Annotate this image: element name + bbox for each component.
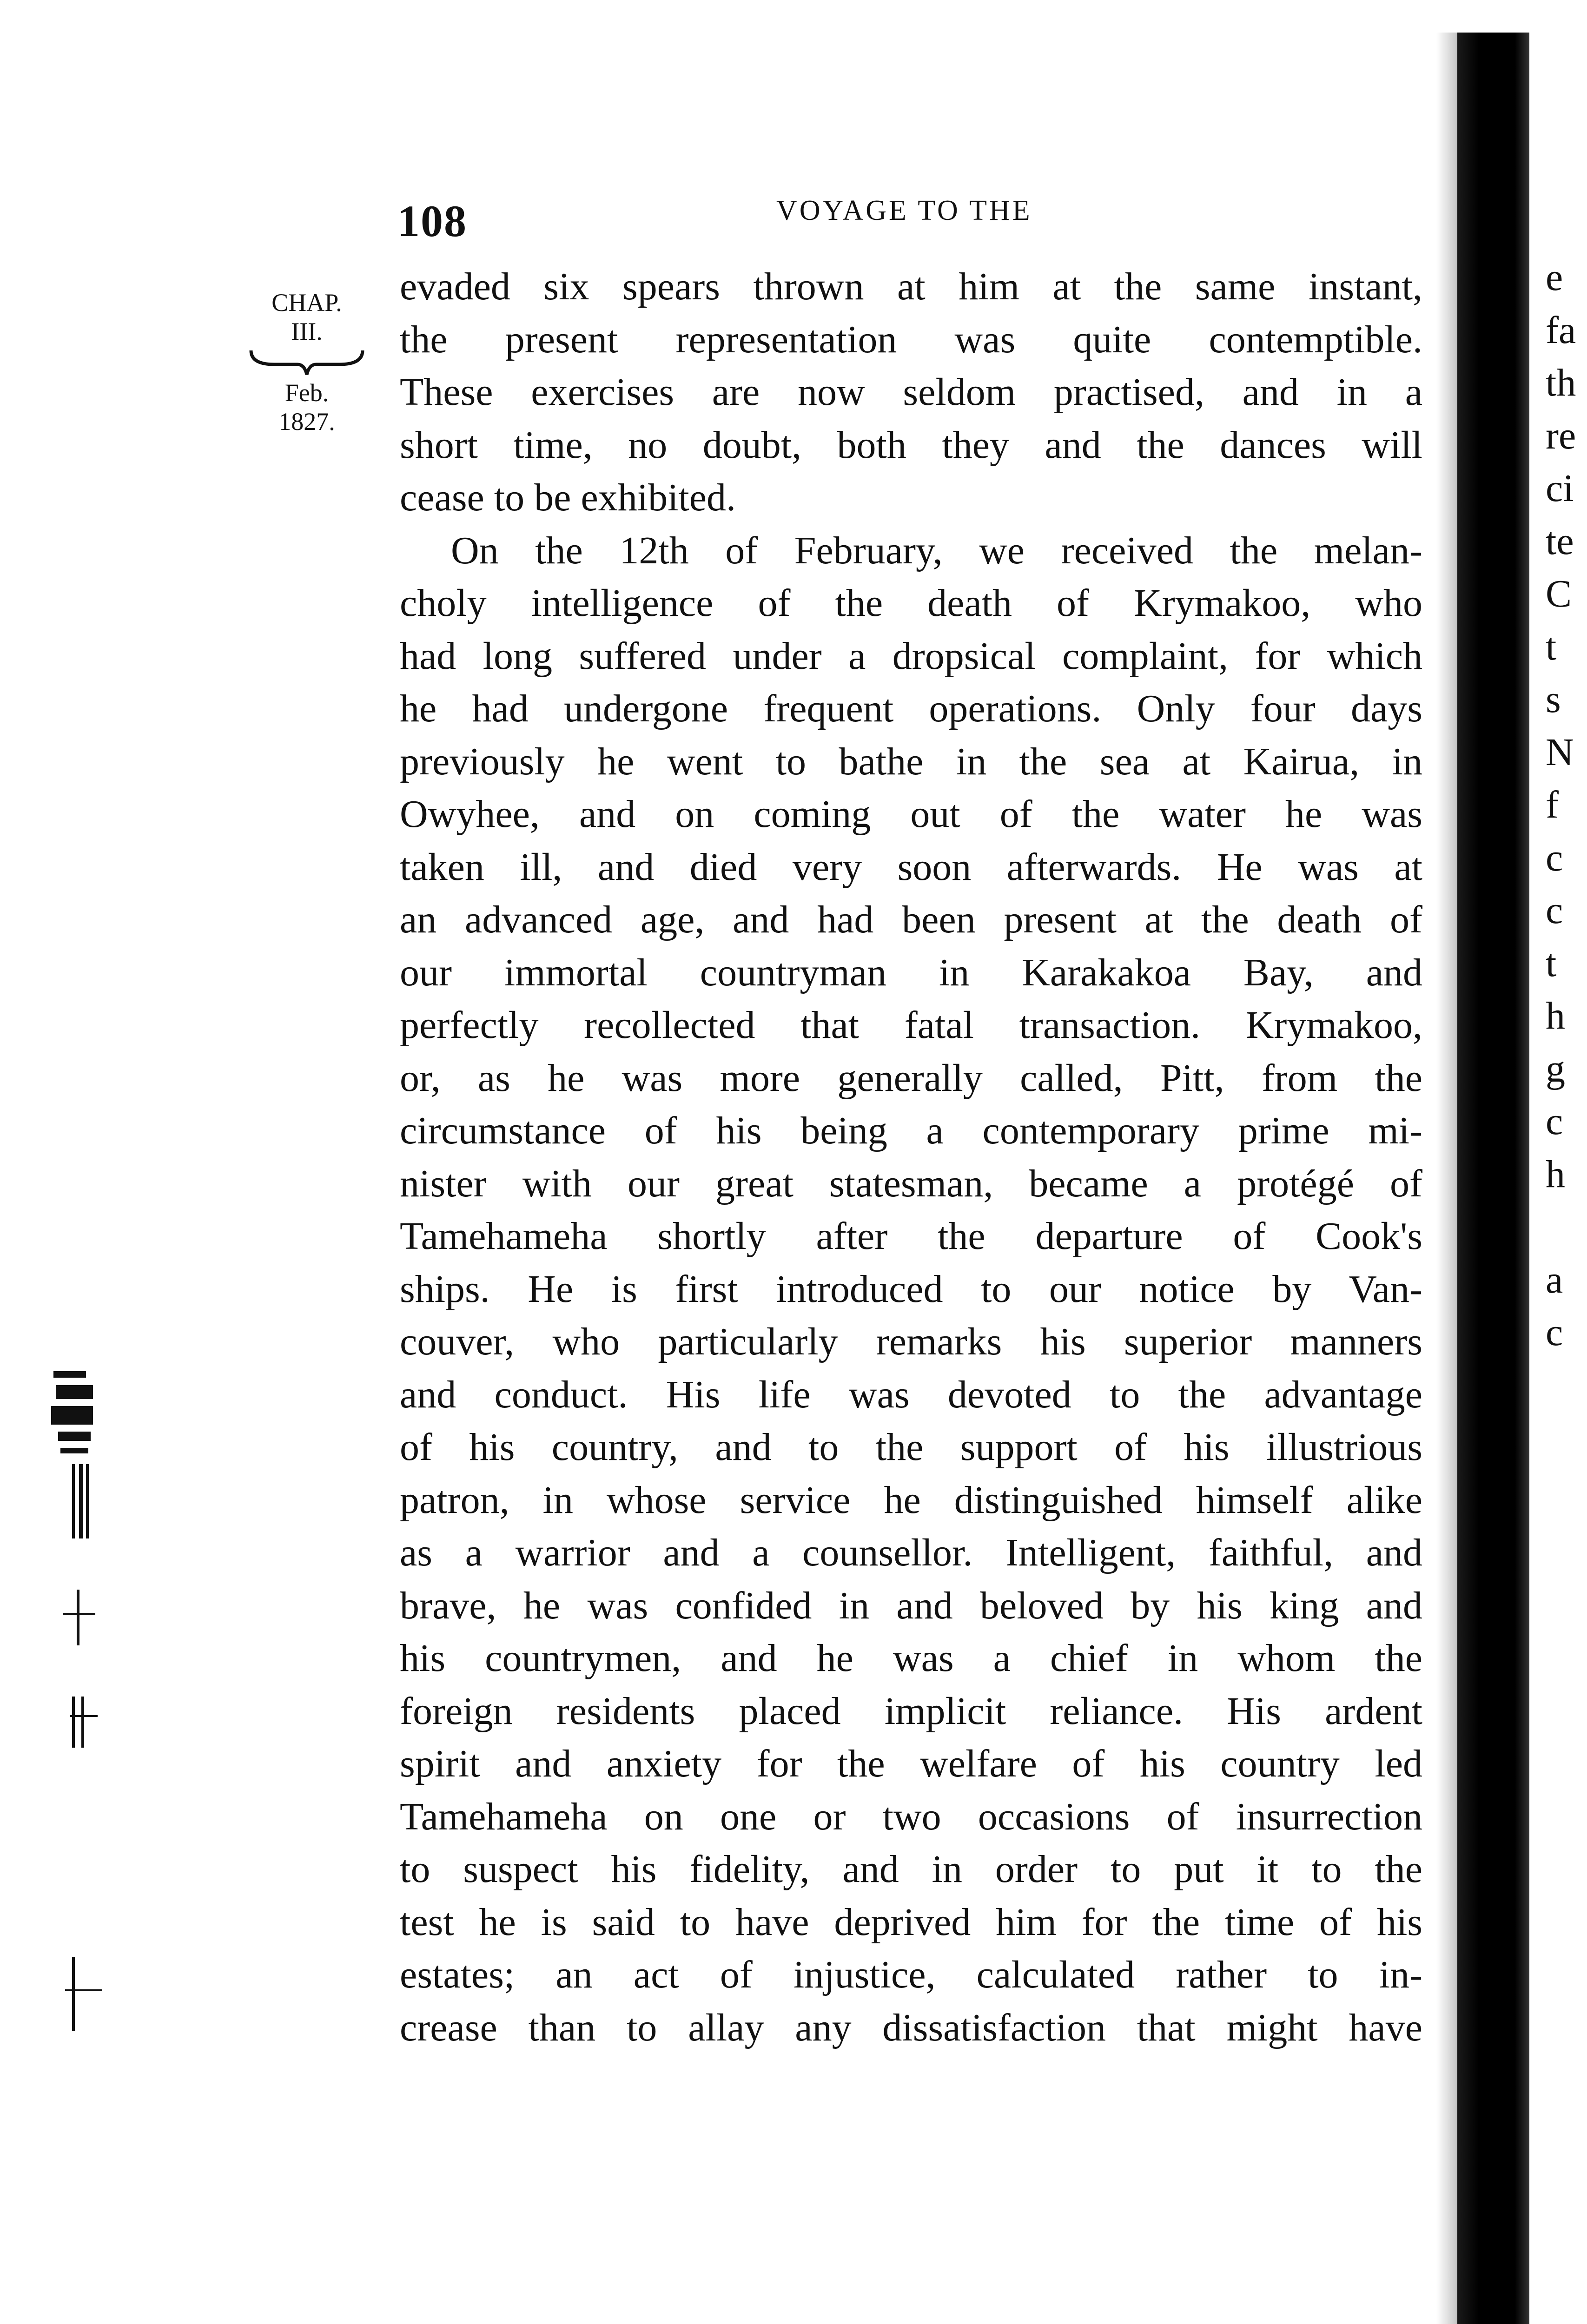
text-line: short time, no doubt, both they and the dances will — [400, 423, 1422, 467]
text-line: choly intelligence of the death of Krymakoo, who — [400, 581, 1422, 625]
text-line: estates; an act of injustice, calculated rather to in- — [400, 1953, 1422, 1996]
facing-page-fragments — [1546, 251, 1587, 1359]
body-text — [400, 260, 1422, 2054]
gutter-shadow — [1436, 33, 1460, 2324]
text-line: his countrymen, and he was a chief in whom the — [400, 1637, 1422, 1680]
text-line: he had undergone frequent operations. Only four days — [400, 687, 1422, 730]
facing-fragment: C — [1546, 572, 1572, 615]
facing-fragment: fa — [1546, 308, 1576, 352]
facing-fragment: h — [1546, 994, 1565, 1037]
text-line: patron, in whose service he distinguished himself alike — [400, 1478, 1422, 1522]
text-line: or, as he was more generally called, Pitt, from the — [400, 1056, 1422, 1100]
book-binding-edge — [1457, 33, 1529, 2324]
facing-fragment: g — [1546, 1047, 1565, 1090]
facing-fragment: t — [1546, 941, 1557, 985]
text-line: evaded six spears thrown at him at the same instant, — [400, 265, 1422, 308]
facing-fragment: a — [1546, 1258, 1563, 1301]
text-line: test he is said to have deprived him for the time of his — [400, 1900, 1422, 1944]
facing-fragment: e — [1546, 256, 1563, 299]
text-line: an advanced age, and had been present at the death of — [400, 898, 1422, 941]
facing-fragment — [1546, 1201, 1587, 1254]
text-line: couver, who particularly remarks his superior manners — [400, 1320, 1422, 1363]
text-line: These exercises are now seldom practised, and in a — [400, 370, 1422, 414]
text-line: Tamehameha on one or two occasions of insurrection — [400, 1795, 1422, 1838]
side-note-chapter-number: III. — [291, 317, 323, 345]
side-note-month: Feb. — [284, 379, 329, 407]
facing-fragment: f — [1546, 783, 1559, 826]
text-line: foreign residents placed implicit reliance. His ardent — [400, 1689, 1422, 1733]
text-line: Owyhee, and on coming out of the water he was — [400, 792, 1422, 836]
text-line: to suspect his fidelity, and in order to put it to the — [400, 1848, 1422, 1891]
facing-fragment: t — [1546, 625, 1557, 668]
text-line: cease to be exhibited. — [400, 476, 736, 519]
text-line: Tamehameha shortly after the departure of Cook's — [400, 1215, 1422, 1258]
text-line: and conduct. His life was devoted to the advantage — [400, 1373, 1422, 1416]
facing-fragment: N — [1546, 730, 1574, 774]
facing-fragment: c — [1546, 889, 1563, 932]
text-line: ships. He is first introduced to our notice by Van- — [400, 1267, 1422, 1311]
text-line: previously he went to bathe in the sea at Kairua, in — [400, 739, 1422, 783]
facing-fragment: th — [1546, 361, 1576, 404]
side-note-chapter: CHAP. — [271, 289, 342, 317]
text-line: had long suffered under a dropsical complaint, for which — [400, 634, 1422, 678]
text-line: spirit and anxiety for the welfare of his country led — [400, 1742, 1422, 1785]
text-line: perfectly recollected that fatal transaction. Krymakoo, — [400, 1004, 1422, 1047]
text-line: brave, he was confided in and beloved by his king and — [400, 1584, 1422, 1627]
side-note-year: 1827. — [278, 408, 335, 436]
text-line: nister with our great statesman, became a protégé of — [400, 1162, 1422, 1205]
text-line: circumstance of his being a contemporary prime mi- — [400, 1109, 1422, 1152]
text-line: our immortal countryman in Karakakoa Bay, and — [400, 951, 1422, 994]
text-line: as a warrior and a counsellor. Intelligent, faithful, and — [400, 1531, 1422, 1574]
page-number: 108 — [397, 196, 467, 246]
facing-fragment: c — [1546, 1311, 1563, 1354]
brace-icon — [246, 346, 367, 378]
facing-fragment: s — [1546, 678, 1561, 721]
text-line: crease than to allay any dissatisfaction that might have — [400, 2006, 1422, 2049]
text-line: of his country, and to the support of his illustrious — [400, 1426, 1422, 1469]
facing-fragment: c — [1546, 836, 1563, 879]
facing-fragment: h — [1546, 1152, 1565, 1196]
facing-fragment: re — [1546, 414, 1576, 457]
facing-fragment: ci — [1546, 467, 1574, 510]
facing-fragment: c — [1546, 1100, 1563, 1143]
text-line: the present representation was quite contemptible. — [400, 317, 1422, 361]
running-head: VOYAGE TO THE — [776, 195, 1032, 226]
text-line: On the 12th of February, we received the melan- — [451, 528, 1422, 572]
text-line: taken ill, and died very soon afterwards. He was at — [400, 845, 1422, 889]
side-note — [242, 288, 372, 436]
facing-fragment: te — [1546, 519, 1574, 563]
scan-edge-marks — [46, 1371, 102, 2324]
